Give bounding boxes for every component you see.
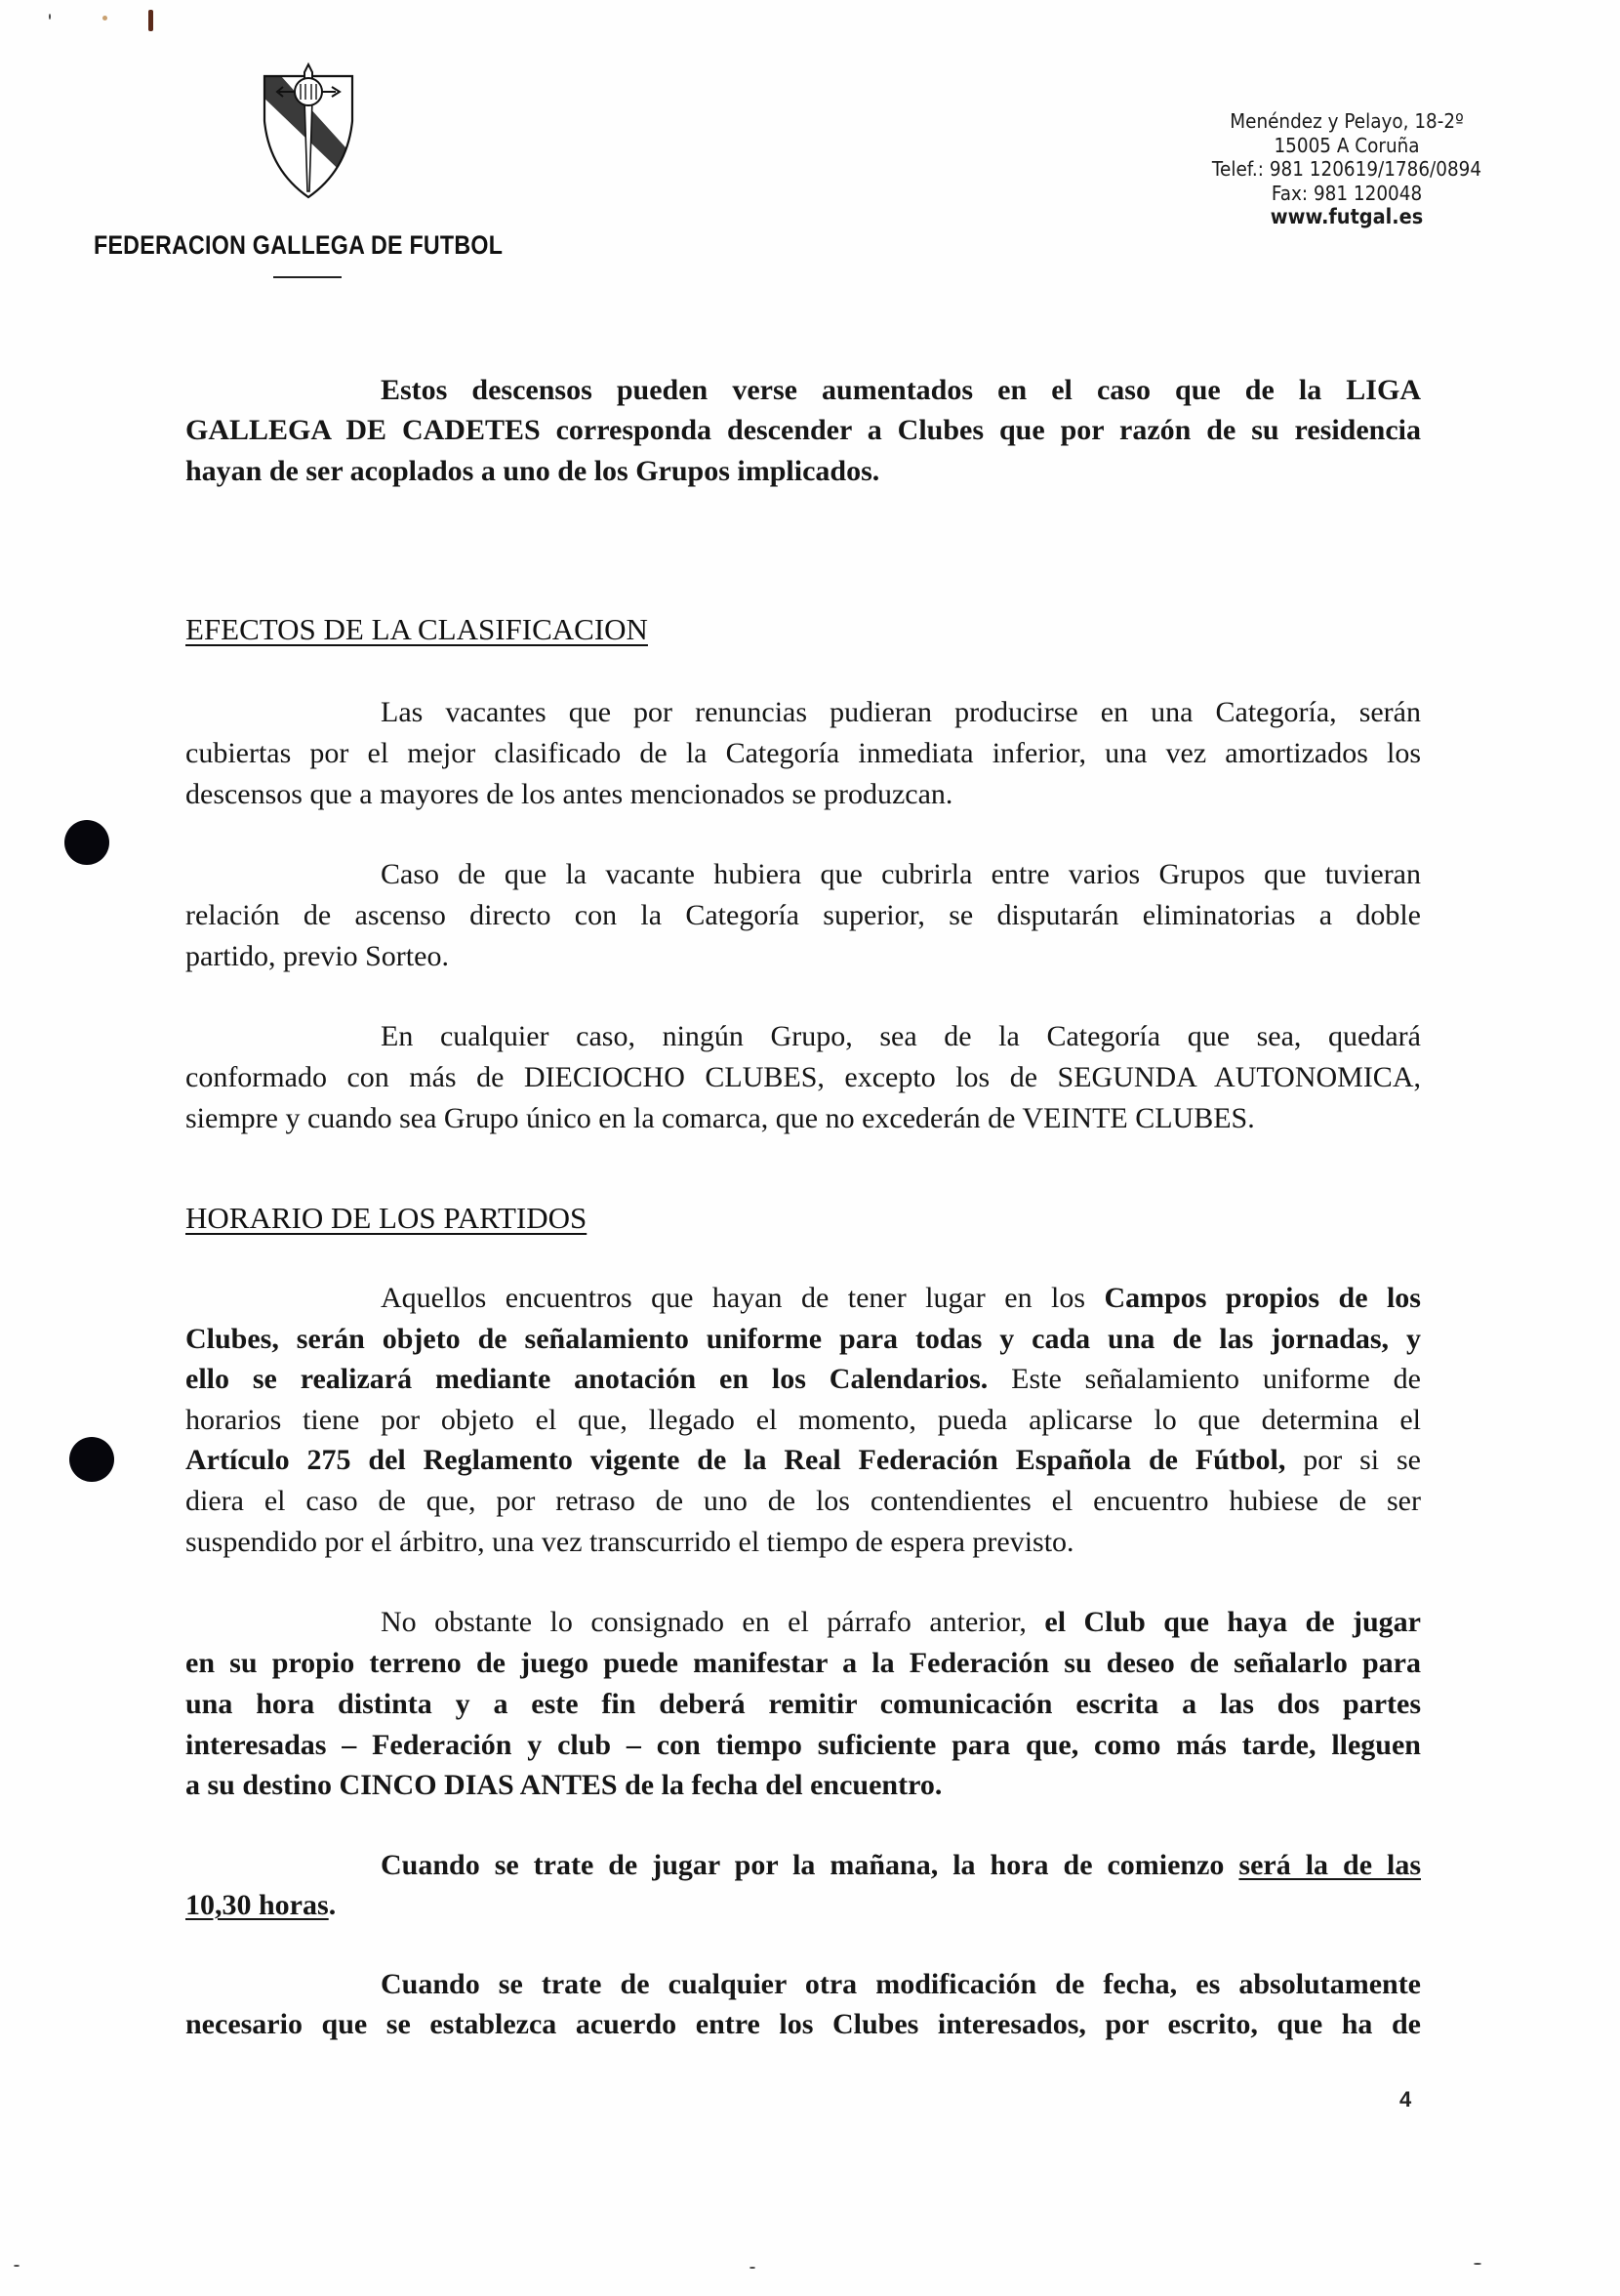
paragraph-line: una hora distinta y a este fin deberá remitir comunicación escrita a las dos partes bbox=[185, 1688, 1421, 1720]
paragraph-line: en su propio terreno de juego puede manifestar a la Federación su deseo de señalarlo para bbox=[185, 1647, 1421, 1679]
text-run-bold: ello se realizará mediante anotación en los Calendarios. bbox=[185, 1363, 989, 1395]
scan-speck bbox=[102, 16, 107, 20]
paragraph-line: Cuando se trate de cualquier otra modificación de fecha, es absolutamente bbox=[381, 1968, 1421, 2000]
text-run-bold: el Club que haya de jugar bbox=[1044, 1606, 1422, 1638]
paragraph-line: siempre y cuando sea Grupo único en la comarca, que no excederán de VEINTE CLUBES. bbox=[185, 1102, 1255, 1134]
header-rule bbox=[273, 276, 342, 278]
phone-number: Telef.: 981 120619/1786/0894 bbox=[1211, 157, 1482, 181]
text-run-underlined: 10,30 horas bbox=[185, 1889, 329, 1921]
paragraph-line: Caso de que la vacante hubiera que cubrirla entre varios Grupos que tuvieran bbox=[381, 858, 1421, 890]
scan-speck bbox=[148, 10, 153, 31]
text-run: por si se bbox=[1285, 1444, 1421, 1476]
website-link[interactable]: www.futgal.es bbox=[1270, 205, 1424, 228]
scan-speck bbox=[14, 2265, 20, 2267]
contact-block bbox=[1185, 109, 1508, 229]
paragraph-line bbox=[381, 1605, 1421, 1640]
paragraph-line: cubiertas por el mejor clasificado de la Categoría inmediata inferior, una vez amortizados los bbox=[185, 737, 1421, 769]
paragraph-line bbox=[185, 1362, 1421, 1397]
paragraph-line bbox=[185, 1888, 1421, 1923]
paragraph-line bbox=[185, 1443, 1421, 1478]
punch-hole-bottom bbox=[69, 1437, 114, 1482]
section-heading-efectos: EFECTOS DE LA CLASIFICACION bbox=[185, 612, 648, 646]
punch-hole-top bbox=[64, 820, 109, 865]
organization-name: FEDERACION GALLEGA DE FUTBOL bbox=[94, 230, 504, 260]
text-run-bold: Artículo 275 del Reglamento vigente de la Real Federación Española de Fútbol, bbox=[185, 1444, 1286, 1476]
paragraph-line: suspendido por el árbitro, una vez transcurrido el tiempo de espera previsto. bbox=[185, 1526, 1074, 1558]
paragraph-line: Las vacantes que por renuncias pudieran producirse en una Categoría, serán bbox=[381, 696, 1421, 728]
scan-speck bbox=[49, 14, 51, 20]
address-street: Menéndez y Pelayo, 18-2º bbox=[1230, 109, 1464, 133]
paragraph-line: conformado con más de DIECIOCHO CLUBES, excepto los de SEGUNDA AUTONOMICA, bbox=[185, 1061, 1421, 1093]
text-run-bold: Campos propios de los bbox=[1104, 1282, 1421, 1314]
paragraph-line: diera el caso de que, por retraso de uno de los contendientes el encuentro hubiese de ser bbox=[185, 1485, 1421, 1517]
paragraph-line: Estos descensos pueden verse aumentados en el caso que de la LIGA bbox=[381, 374, 1421, 406]
paragraph-line: partido, previo Sorteo. bbox=[185, 940, 449, 972]
paragraph-line: Clubes, serán objeto de señalamiento uniforme para todas y cada una de las jornadas, y bbox=[185, 1323, 1421, 1355]
section-heading-horario: HORARIO DE LOS PARTIDOS bbox=[185, 1201, 587, 1235]
text-run: Aquellos encuentros que hayan de tener lugar en los bbox=[381, 1282, 1105, 1314]
paragraph-line: a su destino CINCO DIAS ANTES de la fecha del encuentro. bbox=[185, 1769, 943, 1801]
federation-crest-icon bbox=[262, 61, 355, 199]
text-run: No obstante lo consignado en el párrafo anterior, bbox=[381, 1606, 1045, 1638]
text-run-underlined: será la de las bbox=[1238, 1849, 1421, 1881]
scan-speck bbox=[749, 2267, 755, 2269]
address-city: 15005 A Coruña bbox=[1274, 133, 1420, 157]
scan-speck bbox=[1474, 2263, 1481, 2265]
paragraph-line: hayan de ser acoplados a uno de los Grupos implicados. bbox=[185, 455, 880, 487]
paragraph-line: descensos que a mayores de los antes mencionados se produzcan. bbox=[185, 778, 953, 810]
page-number: 4 bbox=[1399, 2087, 1412, 2112]
paragraph-line: relación de ascenso directo con la Categoría superior, se disputarán eliminatorias a doble bbox=[185, 899, 1421, 931]
paragraph-line: En cualquier caso, ningún Grupo, sea de la Categoría que sea, quedará bbox=[381, 1020, 1421, 1052]
fax-number: Fax: 981 120048 bbox=[1271, 181, 1423, 205]
text-run: . bbox=[328, 1889, 337, 1921]
paragraph-line bbox=[381, 1281, 1421, 1316]
text-run: Este señalamiento uniforme de bbox=[988, 1363, 1421, 1395]
paragraph-line bbox=[381, 1848, 1421, 1883]
paragraph-line: GALLEGA DE CADETES corresponda descender a Clubes que por razón de su residencia bbox=[185, 414, 1421, 446]
paragraph-line: necesario que se establezca acuerdo entre los Clubes interesados, por escrito, que ha de bbox=[185, 2008, 1421, 2040]
text-run: Cuando se trate de jugar por la mañana, la hora de comienzo bbox=[381, 1849, 1239, 1881]
paragraph-line: horarios tiene por objeto el que, llegado el momento, pueda aplicarse lo que determina el bbox=[185, 1404, 1421, 1436]
paragraph-line: interesadas – Federación y club – con tiempo suficiente para que, como más tarde, lleguen bbox=[185, 1729, 1421, 1761]
